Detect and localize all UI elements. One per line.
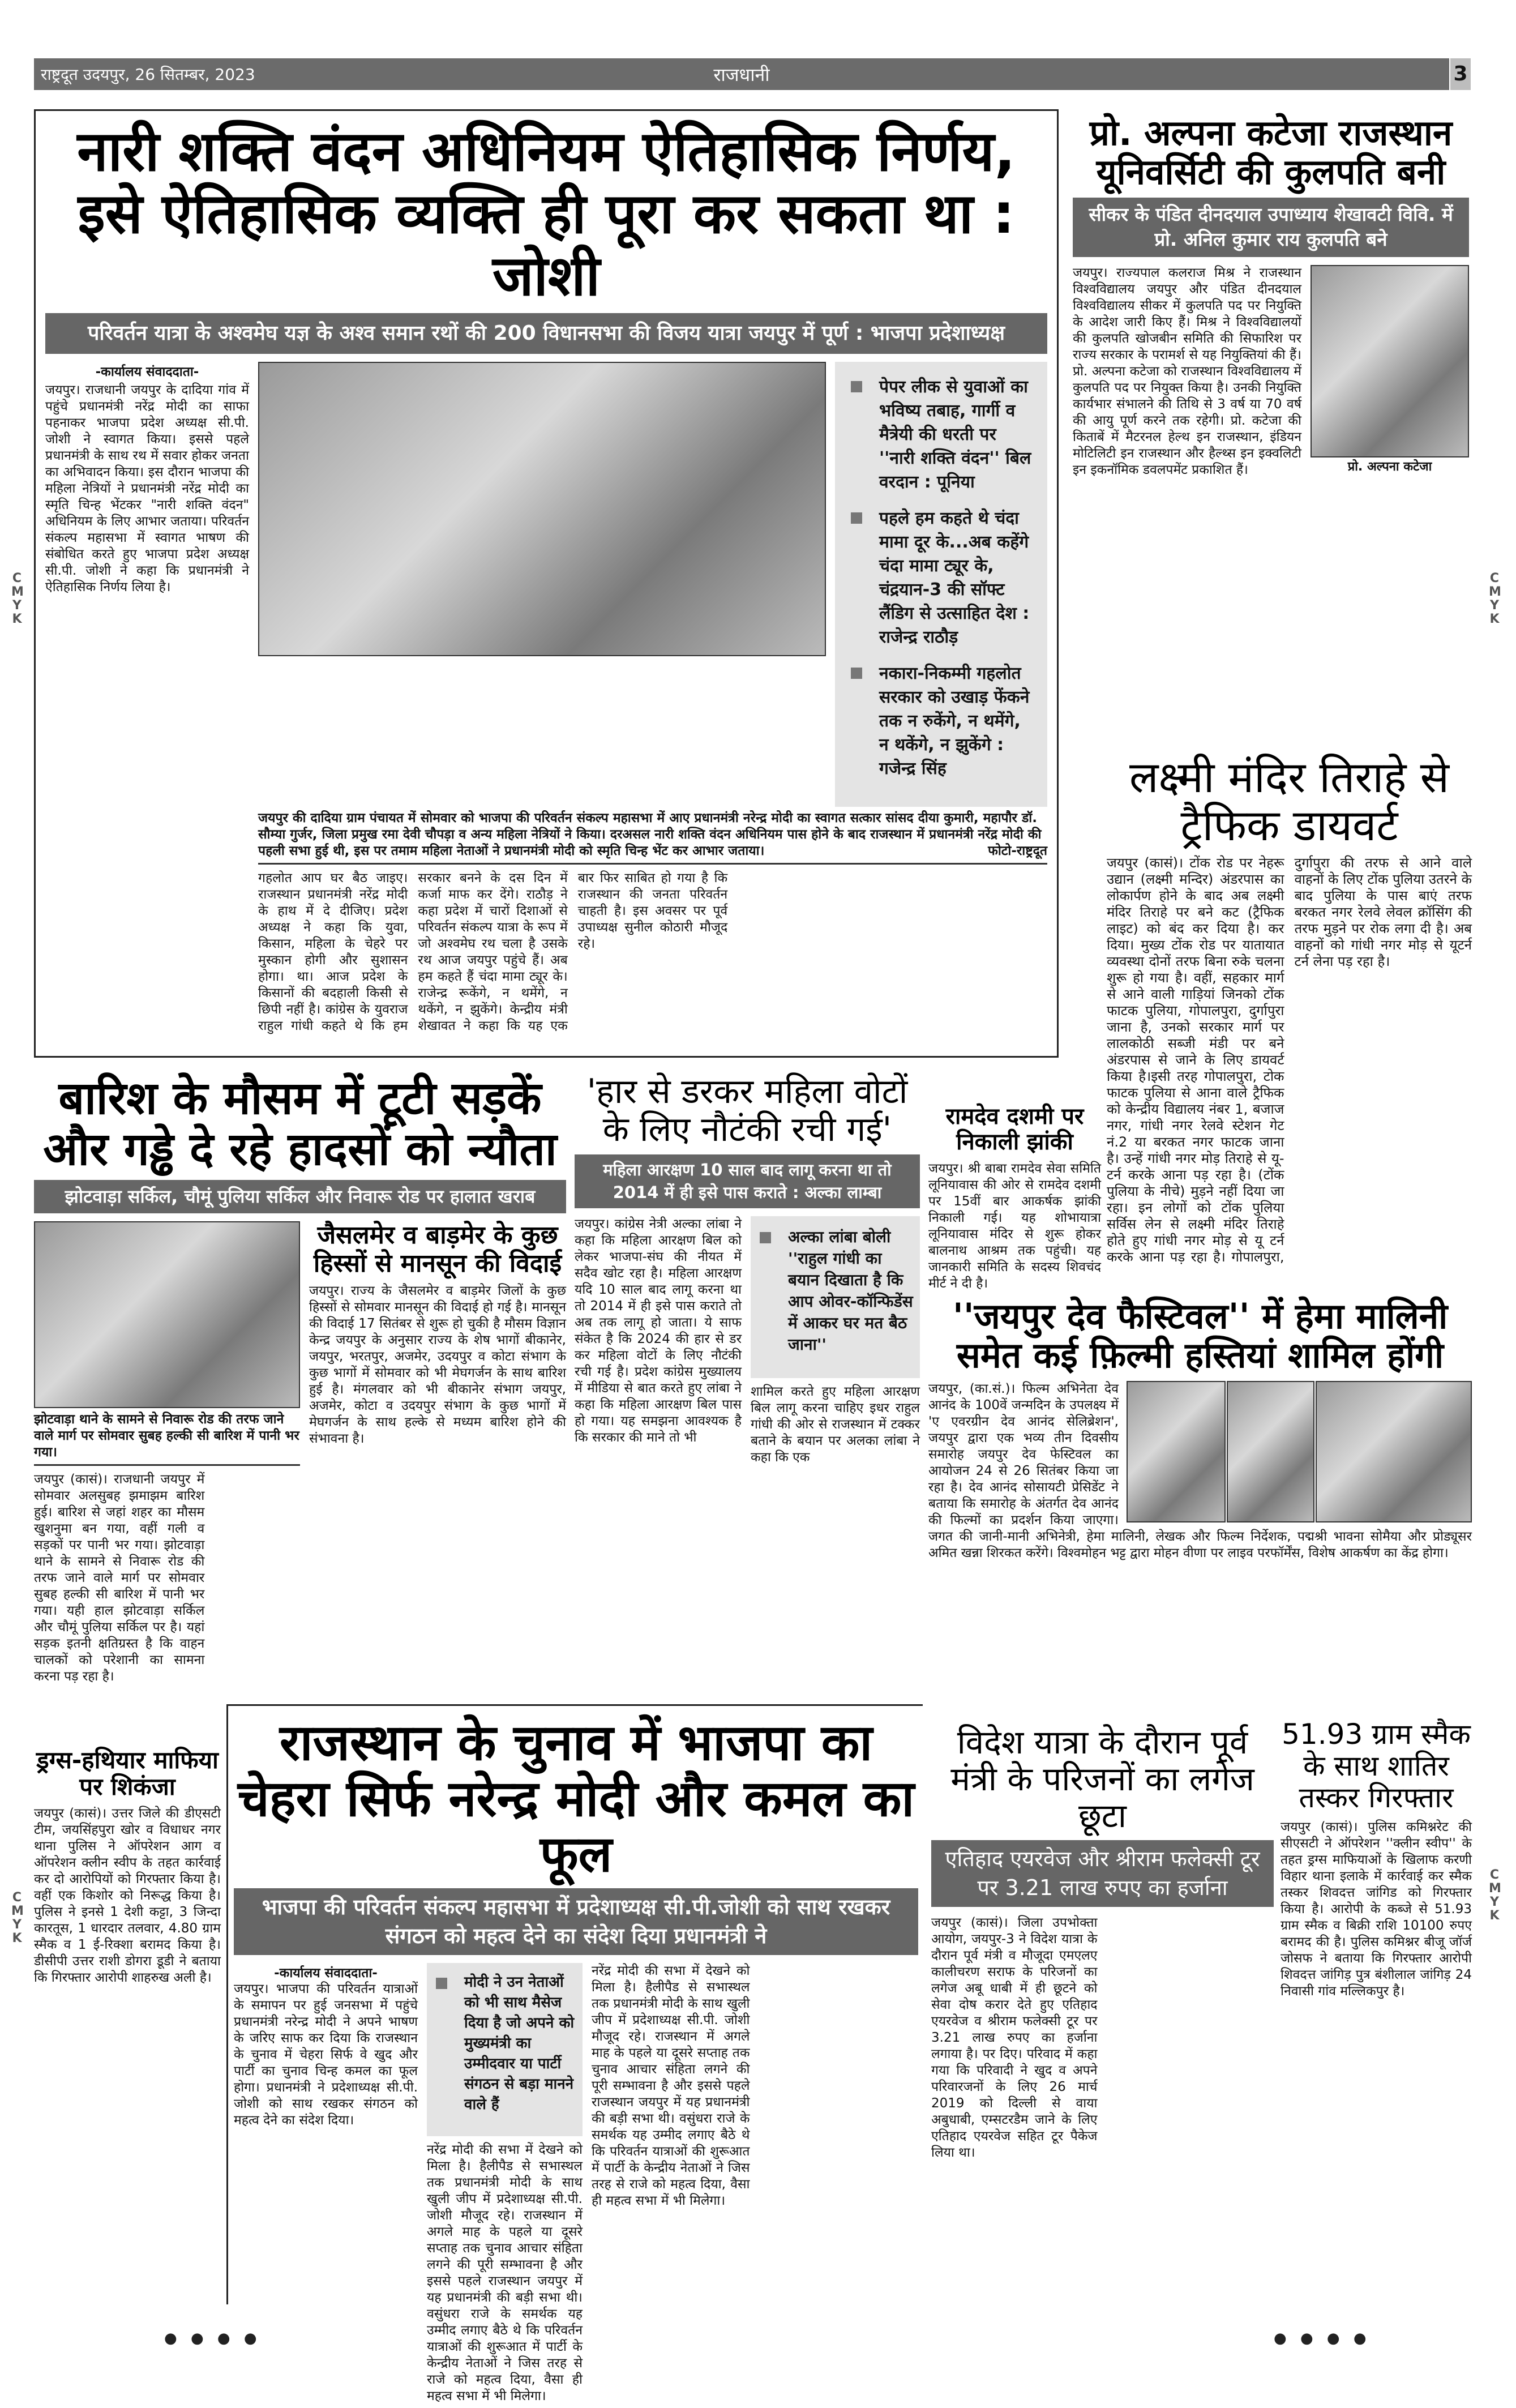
quote-item: अल्का लांबा बोली ''राहुल गांधी का बयान दिखाता है कि आप ओवर-कॉन्फिडेंस में आकर घर मत बैठ जाना'': [756, 1226, 914, 1355]
cmyk-c: C: [12, 571, 22, 585]
ramdev-body: जयपुर। श्री बाबा रामदेव सेवा समिति लूनियावास की ओर से रामदेव दशमी पर 15वीं बार आकर्षक झांकी निकाली गई। यह शोभायात्रा लूनियावास मंदिर से शुरू होकर बालनाथ आश्रम तक पहुंची। यह जानकारी समिति के सदस्य शिवचंद मीर्ट ने दी है।: [928, 1161, 1101, 1291]
modi-col2: [427, 1963, 583, 2404]
luggage-body: जयपुर (कासं)। जिला उपभोक्ता आयोग, जयपुर-3 ने विदेश यात्रा के दौरान पूर्व मंत्री व मौजूदा एमएलए कालीचरण सराफ के परिजनों का लगेज अबू धाबी में ही छूटने को सेवा दोष करार देते हुए एतिहाद एयरवेज व श्रीराम फलेक्सी टूर पर 3.21 लाख रुपए का हर्जाना लगाया है। पर दिए। परिवाद में कहा गया कि परिवादी ने खुद व अपने परिवारजनों के लिए 26 मार्च 2019 को दिल्ली से वाया अबुधाबी, एम्सटरडैम जाने के लिए एतिहाद एयरवेज सहित टूर पैकेज लिया था।: [931, 1915, 1098, 2161]
modi-col1: [234, 1963, 418, 2304]
lead-photo-row: [258, 362, 1047, 807]
registration-dots-left: ● ● ● ●: [164, 2330, 262, 2347]
cmyk-marks-right: [1489, 572, 1500, 626]
lead-intro-column: [45, 362, 249, 1050]
lead-subhead: परिवर्तन यात्रा के अश्वमेघ यज्ञ के अश्व समान रथों की 200 विधानसभा की विजय यात्रा जयपुर में पूर्ण : भाजपा प्रदेशाध्यक्ष: [45, 313, 1047, 354]
modi-body-right: नरेंद्र मोदी की सभा में देखने को मिला है। हैलीपैड से सभास्थल तक प्रधानमंत्री मोदी के साथ खुली जीप में प्रदेशाध्यक्ष सी.पी. जोशी मौजूद रहे। राजस्थान में अगले माह के पहले या दूसरे सप्ताह तक चुनाव आचार संहिता लगने की पूरी सम्भावना है और इससे पहले राजस्थान जयपुर में यह प्रधानमंत्री की बड़ी सभा थी। वसुंधरा राजे के समर्थक यह उम्मीद लगाए बैठे थे कि परिवर्तन यात्राओं की शुरूआत में पार्टी के केन्द्रीय नेताओं ने जिस तरह से राजे को महत्व दिया, वैसा ही महत्व सभा में भी मिलेगा।: [592, 1964, 750, 2209]
cmyk-m: M: [11, 585, 24, 599]
rain-body: जयपुर (कासं)। राजधानी जयपुर में सोमवार अलसुबह झमाझम बारिश हुई। बारिश से जहां शहर का मौसम खुशनुमा बन गया, वहीं गली व सड़कों पर पानी भर गया। झोटवाड़ा थाने के सामने से निवारू रोड की तरफ जाने वाले मार्ग पर सोमवार सुबह हल्की सी बारिश में पानी भर गया। यही हाल झोटवाड़ा सर्किल और चौमूं पुलिया सर्किल पर है। यहां सड़क इतनी क्षतिग्रस्त है कि वाहन चालकों को परेशानी का सामना करना पड़ रहा है।: [34, 1472, 205, 1684]
festival-body: जयपुर, (का.सं.)। फिल्म अभिनेता देव आनंद के 100वें जन्मदिन के उपलक्ष्य में 'ए एवरग्रीन देव आनंद सेलिब्रेशन', जयपुर द्वारा एक भव्य तीन दिवसीय समारोह जयपुर देव फेस्टिवल का आयोजन 24 से 26 सितंबर किया जा रहा है। देव आनंद सोसायटी प्रेसिडेंट ने बताया कि समारोह के अंतर्गत देव आनंद की फिल्मों का प्रदर्शन किया जाएगा। जगत की जानी-मानी अभिनेत्री, हेमा मालिनी, लेखक और फिल्म निर्देशक, पद्मश्री भावना सोमैया और प्रोड्यूसर अमित खन्ना शिरकत करेंगे। विश्वमोहन भट्ट द्वारा मोहन वीणा पर लाइव परफॉर्मेंस, विशेष आकर्षण का केंद्र होगा।: [928, 1381, 1472, 1560]
modi-body: जयपुर। भाजपा की परिवर्तन यात्राओं के समापन पर हुई जनसभा में पहुंचे प्रधानमंत्री नरेन्द्र मोदी ने अपने भाषण के जरिए साफ कर दिया कि राजस्थान के चुनाव में चेहरा सिर्फ वे खुद और पार्टी का चुनाव चिन्ह कमल का फूल होगा। प्रधानमंत्री ने प्रदेशाध्यक्ष सी.पी. जोशी को साथ रखकर संगठन को महत्व देने का संदेश दिया।: [234, 1982, 418, 2128]
ramdev-story: [928, 1104, 1101, 1291]
luggage-headline: विदेश यात्रा के दौरान पूर्व मंत्री के परिजनों का लगेज छूटा: [950, 1723, 1254, 1835]
lead-main-column: [258, 362, 1047, 1050]
lead-photo-caption: [258, 810, 1047, 865]
cmyk-y: Y: [1490, 598, 1499, 613]
modi-byline: -कार्यालय संवाददाता-: [274, 1966, 378, 1981]
festival-photo-hema-malini: [1127, 1381, 1226, 1522]
lakshmi-body: जयपुर (कासं)। टोंक रोड पर नेहरू उद्यान (लक्ष्मी मन्दिर) अंडरपास का लोकार्पण होने के बाद अब लक्ष्मी मंदिर तिराहे पर बने कट (ट्रैफिक लाइट) को बंद कर दिया है। कर दिया। मुख्य टोंक रोड पर यातायात व्यवस्था दोनों तरफ बिना रुके चलना शुरू हो गया है। वहीं, सहकार मार्ग से आने वाली गाड़ियां जिनको टोंक फाटक पुलिया, गोपालपुरा, दुर्गापुरा जाना है, उनको सरकार मार्ग पर लालकोठी सब्जी मंडी पर बने अंडरपास से जाने के लिए डायवर्ट किया है।इसी तरह गोपालपुरा, टोक फाटक पुलिया से आना वाले ट्रैफिक को केन्द्रीय विद्यालय नंबर 1, बजाज नगर, गांधी नगर रेलवे स्टेशन गेट नं.2 या बरकत नगर फाटक जाना है। उन्हें गांधी नगर मोड़ तिराहे से यू-टर्न करके आना पड़ रहा है। (टोंक पुलिया के नीचे) मुड़ने नहीं दिया जा रहा। इन लोगों को टोंक पुलिया सर्विस लेन से लक्ष्मी मंदिर तिराहे होते हुए गांधी नगर मोड़ से यू टर्न करके आना पड़ रहा है। गोपालपुरा, दुर्गापुरा की तरफ से आने वाले वाहनों के लिए टोंक पुलिया उतरने के बाद पुलिया के पास बाएं तरफ बरकत नगर रेलवे लेवल क्रॉसिंग की तरफ मुड़ने पर रोक लगा दी है। अब वाहनों को गांधी नगर मोड़ से यूटर्न टर्न लेना पड़ रहा है।: [1107, 855, 1472, 1265]
rain-headline: बारिश के मौसम में टूटी सड़कें और गड्ढे दे रहे हादसों को न्यौता: [43, 1072, 557, 1175]
smack-body: जयपुर (कासं)। पुलिस कमिश्नरेट की सीएसटी ने ऑपरेशन ''क्लीन स्वीप'' के तहत ड्रग्स माफियाओं के खिलाफ करणी विहार थाना इलाके में कार्रवाई कर स्मैक तस्कर शिवदत्त जांगिड को गिरफ्तार किया है। आरोपी के कब्जे से 51.93 ग्राम स्मैक व बिक्री राशि 10100 रुपए बरामद की है। पुलिस कमिश्नर बीजू जॉर्ज जोसफ ने बताया कि गिरफ्तार आरोपी शिवदत्त जांगिड़ पुत्र बंशीलाल जांगिड़ 24 निवासी गांव मल्लिकपुर है।: [1281, 1820, 1472, 1999]
festival-body-wrap: [928, 1381, 1472, 1704]
rain-subhead: झोटवाड़ा सर्किल, चौमूं पुलिया सर्किल और निवारू रोड पर हालात खराब: [34, 1180, 566, 1213]
cmyk-m: M: [11, 1904, 24, 1918]
monsoon-body: जयपुर। राज्य के जैसलमेर व बाड़मेर जिलों के कुछ हिस्सों से सोमवार मानसून की विदाई हो गई है। मानसून की विदाई 17 सितंबर से शुरू हो चुकी है मौसम विज्ञान केन्द्र जयपुर के अनुसार राज्य के शेष भागों बीकानेर, जयपुर, भरतपुर, अजमेर, उदयपुर व कोटा संभाग के कुछ भागों में सोमवार को भी मेघगर्जन के साथ बारिश हुई है। मंगलवार को भी बीकानेर संभाग जयपुर, अजमेर, कोटा व उदयपुर संभाग के कुछ भागों में मेघगर्जन के साथ हल्के से मध्यम बारिश होने की संभावना है।: [309, 1283, 566, 1446]
photo-credit: फोटो-राष्ट्रदूत: [988, 844, 1047, 859]
cmyk-y: Y: [12, 598, 22, 613]
festival-photo-vishwamohan-bhatt: [1227, 1381, 1314, 1522]
cmyk-c: C: [12, 1891, 22, 1905]
lakshmi-story: [1107, 753, 1472, 1280]
registration-dots-right: ● ● ● ●: [1274, 2330, 1371, 2347]
drugs-body: जयपुर (कासं)। उत्तर जिले की डीएसटी टीम, जयसिंहपुरा खोर व विधाधर नगर थाना पुलिस ने ऑपरेशन आग व ऑपरेशन क्लीन स्वीप के तहत कार्रवाई कर दो आरोपियों को गिरफ्तार किया है। वहीं एक किशोर को निरूद्ध किया है। पुलिस ने इनसे 1 देशी कट्टा, 3 जिन्दा कारतूस, 1 धारदार तलवार, 4.80 ग्राम स्मैक व 1 ई-रिक्शा बरामद किया है। डीसीपी उत्तर राशी डोगरा डूडी ने बताया कि गिरफ्तार आरोपी शाहरुख अली है।: [34, 1806, 221, 1986]
rain-photo-row: [34, 1221, 566, 1472]
cmyk-y: Y: [1490, 1895, 1499, 1909]
alka-quote-box: [751, 1216, 920, 1378]
modi-quote-box: [427, 1963, 583, 2136]
cmyk-k: K: [12, 612, 22, 626]
cmyk-m: M: [1489, 1881, 1501, 1896]
modi-subhead: भाजपा की परिवर्तन संकल्प महासभा में प्रदेशाध्यक्ष सी.पी.जोशी को साथ रखकर संगठन को महत्व देने का संदेश दिया प्रधानमंत्री ने: [234, 1888, 918, 1956]
quote-item: मोदी ने उन नेताओं को भी साथ मैसेज दिया है जो अपने को मुख्यमंत्री का उम्मीदवार या पार्टी संगठन से बड़ा मानने वाले हैं: [432, 1972, 577, 2115]
modi-content: [234, 1963, 918, 2404]
drugs-headline: ड्रग्स-हथियार माफिया पर शिकंजा: [36, 1746, 219, 1801]
lead-highlights-box: [835, 362, 1047, 807]
luggage-story: [931, 1724, 1274, 2302]
section-title: राजधानी: [713, 63, 770, 85]
ramdev-headline: रामदेव दशमी पर निकाली झांकी: [945, 1104, 1084, 1155]
dateline: राष्ट्रदूत उदयपुर, 26 सितम्बर, 2023: [41, 65, 255, 84]
cmyk-y: Y: [12, 1918, 22, 1932]
alpana-content: [1073, 265, 1469, 742]
cmyk-k: K: [1489, 612, 1500, 626]
cmyk-c: C: [1489, 1868, 1500, 1882]
cmyk-marks-right-2: [1489, 1868, 1500, 1923]
alka-story: [575, 1073, 920, 1696]
cmyk-c: C: [1489, 571, 1500, 585]
alpana-photo-column: [1311, 265, 1469, 742]
alka-right-column: [751, 1216, 920, 1696]
rain-story: [34, 1073, 566, 1693]
festival-photos: [1127, 1381, 1472, 1522]
lead-story: [34, 109, 1059, 1058]
caption-text: जयपुर की दादिया ग्राम पंचायत में सोमवार को भाजपा की परिवर्तन संकल्प महासभा में आए प्रधानमंत्री नरेन्द्र मोदी का स्वागत सत्कार सांसद दीया कुमारी, महापौर डॉ. सौम्या गुर्जर, जिला प्रमुख रमा देवी चौपड़ा व अन्य महिला नेत्रियों ने किया। दरअसल नारी शक्ति वंदन अधिनियम पास होने के बाद राजस्थान में प्रधानमंत्री नरेंद्र मोदी की पहली सभा हुई थी, इस पर तमाम महिला नेताओं ने प्रधानमंत्री मोदी को स्मृति चिन्ह भेंट कर आभार जताया।: [258, 811, 1042, 859]
alpana-photo: [1311, 265, 1469, 457]
page-header-bar: [34, 58, 1449, 90]
rain-photo-column: [34, 1221, 300, 1472]
monsoon-story: [309, 1221, 566, 1472]
highlight-item: नकारा-निकम्मी गहलोत सरकार को उखाड़ फेंकने तक न रुकेंगे, न थमेंगे, न थकेंगे, न झुकेंगे : गजेन्द्र सिंह: [847, 662, 1035, 781]
cmyk-k: K: [1489, 1909, 1500, 1923]
cmyk-k: K: [12, 1931, 22, 1945]
monsoon-headline: जैसलमेर व बाड़मेर के कुछ हिस्सों से मानसून की विदाई: [313, 1221, 562, 1278]
cmyk-marks-left-2: [11, 1891, 23, 1945]
lead-content: [45, 362, 1047, 1050]
alka-body-continued: शामिल करते हुए महिला आरक्षण बिल लागू करना चाहिए इधर राहुल गांधी की ओर से राजस्थान में टक्कर बताने के बयान पर अलका लांबा ने कहा कि एक: [751, 1384, 920, 1465]
rain-photo-waterlogging: [34, 1221, 300, 1408]
festival-story: [928, 1297, 1472, 1704]
alka-headline: 'हार से डरकर महिला वोटों के लिए नौटंकी रची गई': [586, 1072, 908, 1150]
page-number: 3: [1450, 58, 1471, 90]
highlight-item: पहले हम कहते थे चंदा मामा दूर के...अब कहेंगे चंदा मामा ट्यूर के, चंद्रयान-3 की सॉफ्ट लैंडिग से उत्साहित देश : राजेन्द्र राठौड़: [847, 507, 1035, 649]
drugs-story: [34, 1747, 221, 2299]
alpana-headline: प्रो. अल्पना कटेजा राजस्थान यूनिवर्सिटी की कुलपति बनी: [1089, 112, 1453, 193]
alpana-body: जयपुर। राज्यपाल कलराज मिश्र ने राजस्थान विश्वविद्यालय जयपुर और पंडित दीनदयाल विश्वविद्यालय सीकर में कुलपति पद पर नियुक्ति के आदेश जारी किए हैं। मिश्र ने विश्वविद्यालयों की कुलपति खोजबीन समिति की सिफारिश पर राज्य सरकार के परामर्श से यह नियुक्तियां की हैं। प्रो. अल्पना कटेजा को राजस्थान विश्वविद्यालय में कुलपति पद पर नियुक्त किया है। उनकी नियुक्ति कार्यभार संभालने की तिथि से 3 वर्ष या 70 वर्ष की आयु पूर्ण करने तक रहेगी। प्रो. कटेजा की किताबें में मैटरनल हेल्थ इन राजस्थान, इंडियन मोटिलिटी इन राजस्थान और हैल्थ्स इन इक्वलिटी इन इकनॉमिक डवलपमेंट प्रकाशित हैं।: [1073, 265, 1301, 477]
lead-byline: -कार्यालय संवाददाता-: [95, 365, 199, 380]
modi-story: [226, 1704, 923, 2404]
rain-photo-caption: झोटवाड़ा थाने के सामने से निवारू रोड की तरफ जाने वाले मार्ग पर सोमवार सुबह हल्की सी बारिश में पानी भर गया।: [34, 1412, 300, 1466]
alka-body: जयपुर। कांग्रेस नेत्री अल्का लांबा ने कहा कि महिला आरक्षण बिल को लेकर भाजपा-संघ की नीयत में सदैव खोट रहा है। महिला आरक्षण यदि 10 साल बाद लागू करना था तो 2014 में ही इसे पास कराते तो अब तक लागू हो जाता। ये साफ संकेत है कि 2024 की हार से डर कर महिला वोटों के लिए नौटंकी रची गई है। प्रदेश कांग्रेस मुख्यालय में मीडिया से बात करते हुए लांबा ने कहा कि महिला आरक्षण बिल पास हो गया। यह समझना आवश्यक है कि सरकार की माने तो भी: [575, 1216, 742, 1445]
cmyk-marks-left: [11, 572, 23, 626]
cmyk-m: M: [1489, 585, 1501, 599]
modi-headline: राजस्थान के चुनाव में भाजपा का चेहरा सिर्फ नरेन्द्र मोदी और कमल का फूल: [237, 1713, 915, 1884]
alpana-subhead: सीकर के पंडित दीनदयाल उपाध्याय शेखावटी विवि. में प्रो. अनिल कुमार राय कुलपति बने: [1073, 198, 1469, 257]
lead-body: गहलोत आप घर बैठ जाइए। राजस्थान प्रधानमंत्री नरेंद्र मोदी के हाथ में दे दीजिए। प्रदेश अध्यक्ष ने कहा कि युवा, किसान, महिला के चेहरे पर मुस्कान होगी और सुशासन होगा। था। आज प्रदेश के किसानों की बदहाली किसी से छिपी नहीं है। कांग्रेस के युवराज राहुल गांधी कहते थे कि हम सरकार बनने के दस दिन में कर्जा माफ कर देंगे। राठौड़ ने कहा प्रदेश में चारों दिशाओं से परिवर्तन संकल्प यात्रा के रूप में जो अश्वमेघ रथ चला है उसके रथ आज जयपुर पहुंचे हैं। अब हम कहते हैं चंदा मामा ट्यूर के। राजेन्द्र रूकेंगे, न थमेंगे, न थकेंगे, न झुकेंगे। केन्द्रीय मंत्री शेखावत ने कहा कि यह एक बार फिर साबित हो गया है कि राजस्थान की जनता परिवर्तन चाहती है। इस अवसर पर पूर्व उपाध्यक्ष सुनील कोठारी मौजूद रहे।: [258, 871, 728, 1034]
alpana-story: [1073, 113, 1469, 742]
alka-subhead: महिला आरक्षण 10 साल बाद लागू करना था तो 2014 में ही इसे पास कराते : अल्का लाम्बा: [575, 1154, 920, 1208]
modi-body-bottom: नरेंद्र मोदी की सभा में देखने को मिला है। हैलीपैड से सभास्थल तक प्रधानमंत्री मोदी के साथ खुली जीप में प्रदेशाध्यक्ष सी.पी. जोशी मौजूद रहे। राजस्थान में अगले माह के पहले या दूसरे सप्ताह तक चुनाव आचार संहिता लगने की पूरी सम्भावना है और इससे पहले राजस्थान जयपुर में यह प्रधानमंत्री की बड़ी सभा थी। वसुंधरा राजे के समर्थक यह उम्मीद लगाए बैठे थे कि परिवर्तन यात्राओं की शुरूआत में पार्टी के केन्द्रीय नेताओं ने जिस तरह से राजे को महत्व दिया, वैसा ही महत्व सभा में भी मिलेगा।: [427, 2142, 583, 2404]
festival-photo-actress: [1316, 1381, 1472, 1522]
festival-headline: ''जयपुर देव फैस्टिवल'' में हेमा मालिनी समेत कई फ़िल्मी हस्तियां शामिल होंगी: [952, 1295, 1448, 1376]
alka-content: [575, 1216, 920, 1696]
smack-story: [1281, 1718, 1472, 2302]
lead-photo-pm-welcome: [258, 362, 826, 656]
lead-headline: नारी शक्ति वंदन अधिनियम ऐतिहासिक निर्णय, इसे ऐतिहासिक व्यक्ति ही पूरा कर सकता था : जोशी: [77, 119, 1016, 309]
smack-headline: 51.93 ग्राम स्मैक के साथ शातिर तस्कर गिरफ्तार: [1282, 1718, 1471, 1814]
lakshmi-headline: लक्ष्मी मंदिर तिराहे से ट्रैफिक डायवर्ट: [1129, 752, 1450, 851]
alpana-photo-caption: प्रो. अल्पना कटेजा: [1347, 459, 1432, 474]
highlight-item: पेपर लीक से युवाओं का भविष्य तबाह, गार्गी व मैत्रेयी की धरती पर ''नारी शक्ति वंदन'' बिल वरदान : पूनिया: [847, 375, 1035, 494]
lead-intro: जयपुर। राजधानी जयपुर के दादिया गांव में पहुंचे प्रधानमंत्री नरेंद्र मोदी का साफा पहनाकर भाजपा प्रदेश अध्यक्ष सी.पी. जोशी ने स्वागत किया। इससे पहले प्रधानमंत्री के साथ रथ में सवार होकर जनता का अभिवादन किया। इस दौरान भाजपा की महिला नेत्रियों ने प्रधानमंत्री नरेंद्र मोदी का स्मृति चिन्ह भेंटकर "नारी शक्ति वंदन" अधिनियम के लिए आभार जताया। परिवर्तन संकल्प महासभा में स्वागत भाषण की संबोधित करते हुए भाजपा प्रदेश अध्यक्ष सी.पी. जोशी ने कहा कि प्रधानमंत्री ने ऐतिहासिक निर्णय लिया है।: [45, 383, 249, 595]
luggage-subhead: एतिहाद एयरवेज और श्रीराम फलेक्सी टूर पर 3.21 लाख रुपए का हर्जाना: [931, 1840, 1274, 1907]
